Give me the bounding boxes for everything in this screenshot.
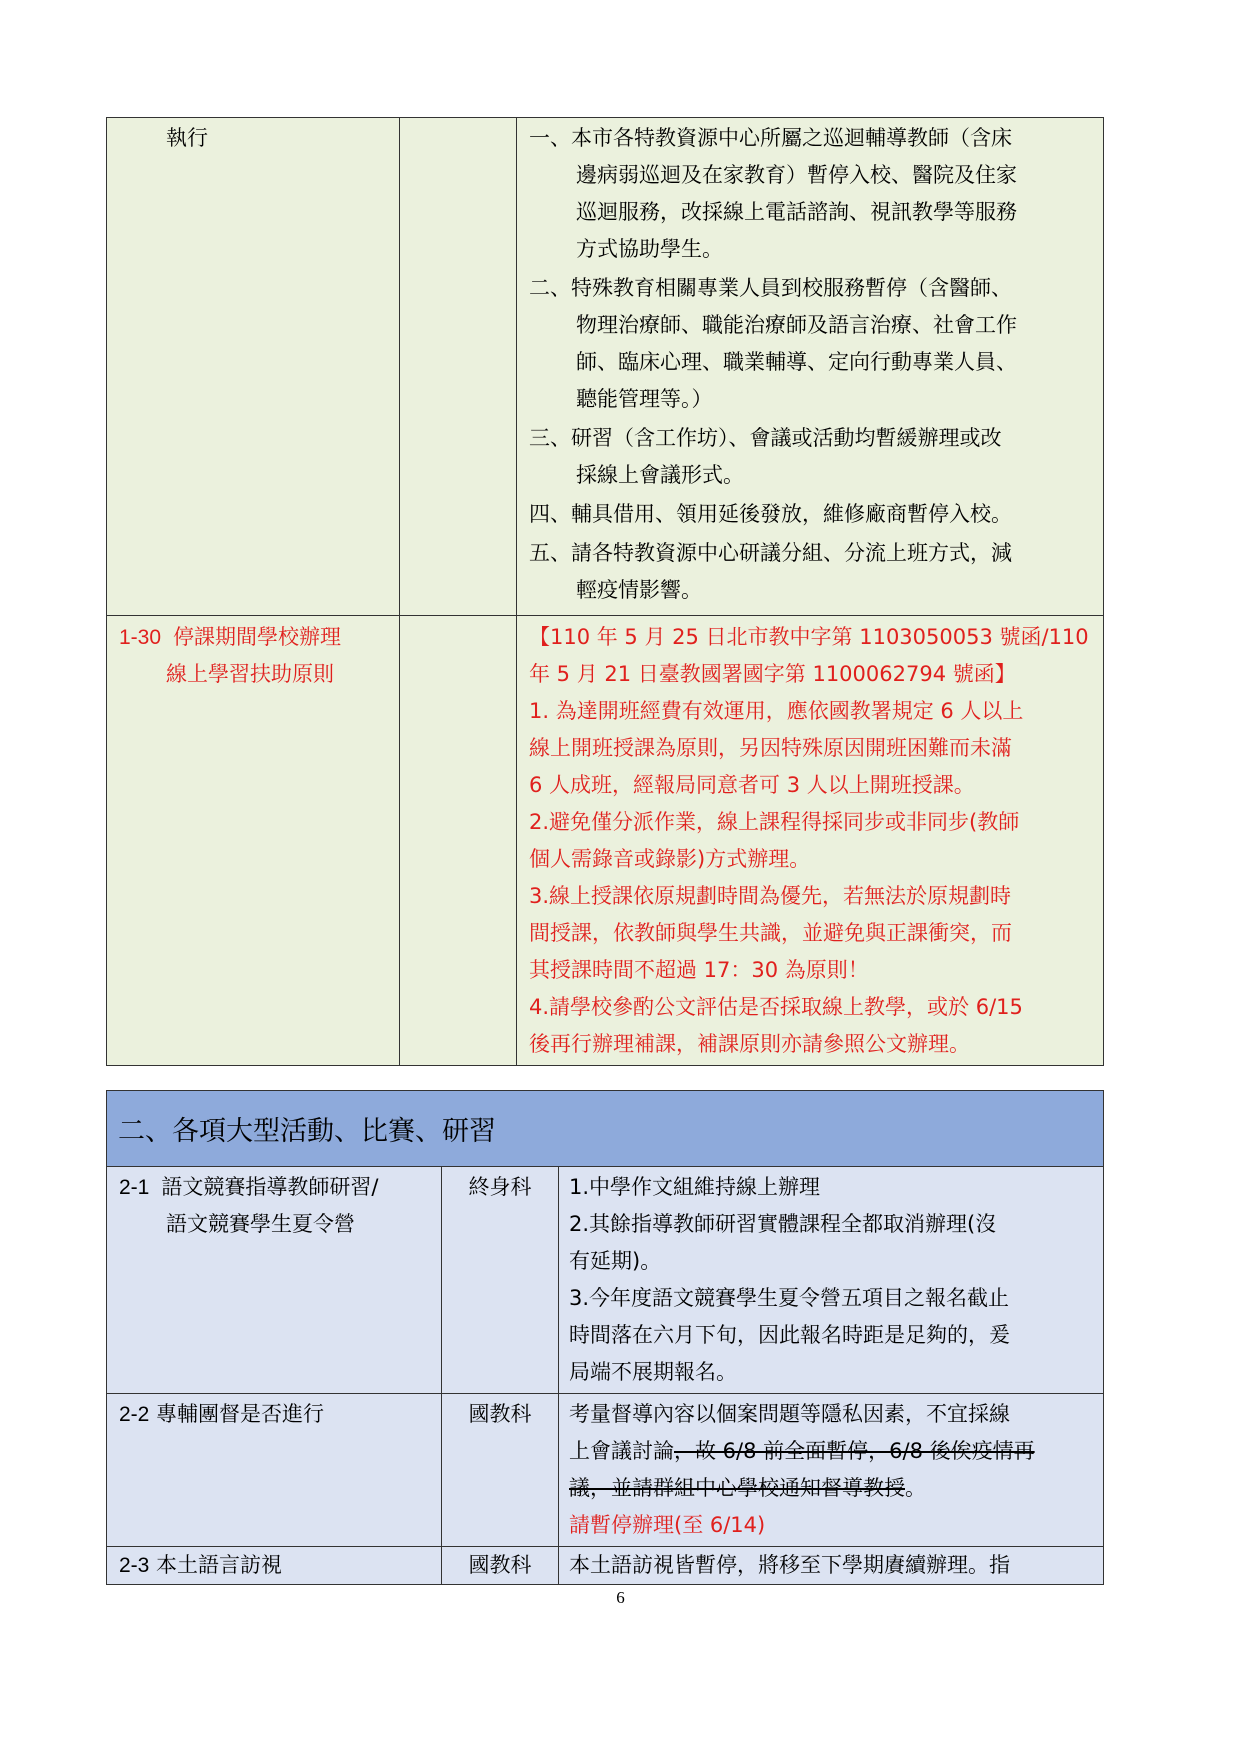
content-line: 時間落在六月下旬，因此報名時距是足夠的，爰 xyxy=(569,1323,1010,1347)
content-line: 採線上會議形式。 xyxy=(576,463,744,487)
content-cell xyxy=(517,118,1104,616)
table-row xyxy=(107,616,1104,1066)
content-text: 上會議討論 xyxy=(569,1439,674,1463)
item-number: 2-1 xyxy=(119,1176,150,1199)
content-line: 聽能管理等。） xyxy=(576,387,713,411)
item-cell xyxy=(107,1547,442,1585)
content-line: 後再行辦理補課，補課原則亦請參照公文辦理。 xyxy=(529,1032,970,1056)
content-line: 其授課時間不超過 17：30 為原則！ xyxy=(529,958,869,982)
content-line: 五、請各特教資源中心研議分組、分流上班方式，減 xyxy=(529,541,1012,565)
content-line: 二、特殊教育相關專業人員到校服務暫停（含醫師、 xyxy=(529,276,1012,300)
content-cell xyxy=(559,1167,1104,1394)
content-cell xyxy=(517,616,1104,1066)
table-row xyxy=(107,1394,1104,1547)
content-line-highlight: 請暫停辦理(至 6/14) xyxy=(569,1513,766,1537)
content-line: 本土語訪視皆暫停，將移至下學期賡續辦理。指 xyxy=(569,1553,1010,1577)
item-number: 1-30 xyxy=(119,626,162,649)
table-row xyxy=(107,1547,1104,1585)
content-line: 年 5 月 21 日臺教國署國字第 1100062794 號函】 xyxy=(529,662,1016,686)
content-line: 個人需錄音或錄影)方式辦理。 xyxy=(529,847,811,871)
content-line: 考量督導內容以個案問題等隱私因素，不宜採線 xyxy=(569,1402,1010,1426)
struck-text: 議，並請群組中心學校通知督導教授 xyxy=(569,1476,905,1500)
content-line: 線上開班授課為原則，另因特殊原因開班困難而未滿 xyxy=(529,736,1012,760)
dept-cell xyxy=(400,616,517,1066)
item-cell xyxy=(107,1394,442,1547)
dept-cell xyxy=(442,1547,559,1585)
content-cell xyxy=(559,1547,1104,1585)
content-line: 3.今年度語文競賽學生夏令營五項目之報名截止 xyxy=(569,1286,1010,1310)
content-cell xyxy=(559,1394,1104,1547)
dept-cell xyxy=(442,1167,559,1394)
section-heading-row xyxy=(107,1091,1104,1167)
content-line xyxy=(569,1433,1097,1470)
item-cell xyxy=(107,616,400,1066)
activities-table xyxy=(106,1090,1104,1585)
content-line: 1. 為達開班經費有效運用，應依國教署規定 6 人以上 xyxy=(529,699,1024,723)
content-line: 3.線上授課依原規劃時間為優先，若無法於原規劃時 xyxy=(529,884,1012,908)
item-cell xyxy=(107,1167,442,1394)
content-line: 2.避免僅分派作業，線上課程得採同步或非同步(教師 xyxy=(529,810,1020,834)
content-line: 四、輔具借用、領用延後發放，維修廠商暫停入校。 xyxy=(529,502,1012,526)
content-line: 【110 年 5 月 25 日北市教中字第 1103050053 號函/110 xyxy=(529,625,1089,649)
content-line: 三、研習（含工作坊）、會議或活動均暫緩辦理或改 xyxy=(529,426,1002,450)
content-line: 邊病弱巡迴及在家教育）暫停入校、醫院及住家 xyxy=(576,163,1017,187)
content-line: 局端不展期報名。 xyxy=(569,1360,737,1384)
struck-text: ，故 6/8 前全面暫停，6/8 後俟疫情再 xyxy=(674,1439,1035,1463)
item-number: 2-3 xyxy=(119,1554,150,1577)
item-number: 2-2 xyxy=(119,1403,150,1426)
content-line: 6 人成班，經報局同意者可 3 人以上開班授課。 xyxy=(529,773,975,797)
dept-label: 國教科 xyxy=(468,1553,532,1577)
dept-cell xyxy=(442,1394,559,1547)
content-line: 4.請學校參酌公文評估是否採取線上教學，或於 6/15 xyxy=(529,995,1023,1019)
measures-table xyxy=(106,117,1104,1066)
item-label: 執行 xyxy=(166,126,208,150)
item-label-cont: 語文競賽學生夏令營 xyxy=(166,1212,355,1236)
table-row xyxy=(107,1167,1104,1394)
item-label: 語文競賽指導教師研習/ xyxy=(161,1175,379,1199)
item-cell xyxy=(107,118,400,616)
content-line: 2.其餘指導教師研習實體課程全都取消辦理(沒 xyxy=(569,1212,997,1236)
item-label: 停課期間學校辦理 xyxy=(173,625,342,649)
dept-label: 終身科 xyxy=(468,1175,532,1199)
content-line: 間授課，依教師與學生共識，並避免與正課衝突，而 xyxy=(529,921,1012,945)
content-text: 。 xyxy=(905,1476,926,1500)
item-label: 專輔團督是否進行 xyxy=(156,1402,325,1426)
content-line: 巡迴服務，改採線上電話諮詢、視訊教學等服務 xyxy=(576,200,1017,224)
table-row xyxy=(107,118,1104,616)
content-line: 一、本市各特教資源中心所屬之巡迴輔導教師（含床 xyxy=(529,126,1012,150)
content-line: 物理治療師、職能治療師及語言治療、社會工作 xyxy=(576,313,1017,337)
item-label: 本土語言訪視 xyxy=(156,1553,283,1577)
content-line: 1.中學作文組維持線上辦理 xyxy=(569,1175,821,1199)
content-line: 輕疫情影響。 xyxy=(576,578,702,602)
dept-label: 國教科 xyxy=(468,1402,532,1426)
dept-cell xyxy=(400,118,517,616)
content-line: 有延期)。 xyxy=(569,1249,662,1273)
item-label-cont: 線上學習扶助原則 xyxy=(166,662,334,686)
section-heading: 二、各項大型活動、比賽、研習 xyxy=(107,1091,1104,1167)
content-line: 師、臨床心理、職業輔導、定向行動專業人員、 xyxy=(576,350,1017,374)
page-number: 6 xyxy=(616,1588,625,1607)
content-line: 方式協助學生。 xyxy=(576,237,723,261)
content-line xyxy=(569,1470,1097,1507)
